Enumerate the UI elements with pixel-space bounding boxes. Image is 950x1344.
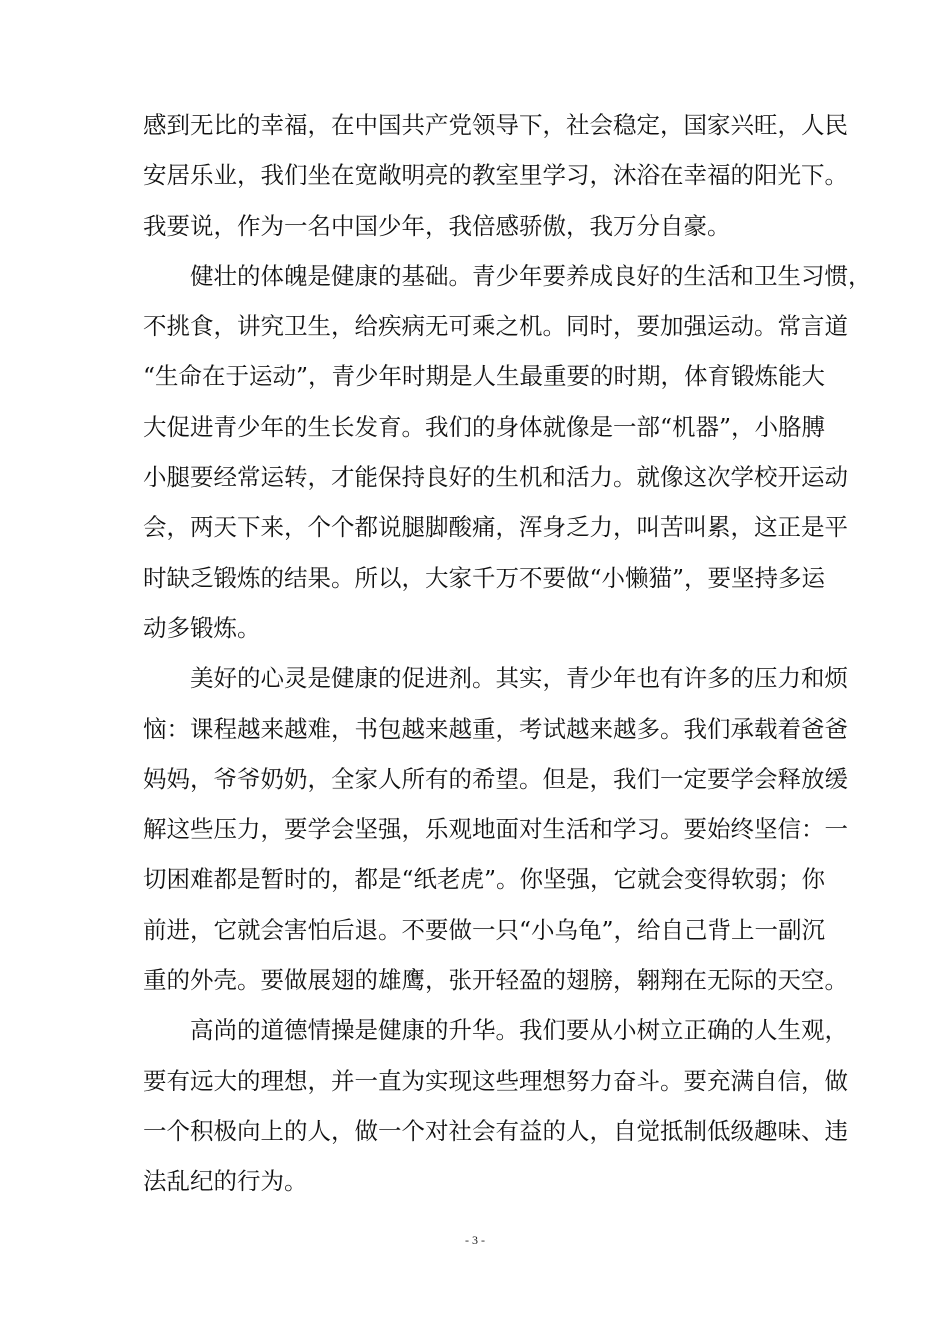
text-line: “生命在于运动”，青少年时期是人生最重要的时期，体育锻炼能大 — [143, 362, 826, 391]
text-line: 不挑食，讲究卫生，给疾病无可乘之机。同时，要加强运动。常言道 — [143, 312, 848, 341]
text-line: 大促进青少年的生长发育。我们的身体就像是一部“机器”，小胳膊 — [143, 412, 826, 441]
text-line: 切困难都是暂时的，都是“纸老虎”。你坚强，它就会变得软弱；你 — [143, 865, 826, 894]
text-line: 一个积极向上的人，做一个对社会有益的人，自觉抵制低级趣味、违 — [143, 1116, 848, 1145]
text-line: 小腿要经常运转，才能保持良好的生机和活力。就像这次学校开运动 — [143, 463, 848, 492]
text-line: 我要说，作为一名中国少年，我倍感骄傲，我万分自豪。 — [143, 211, 731, 240]
text-line: 妈妈，爷爷奶奶，全家人所有的希望。但是，我们一定要学会释放缓 — [143, 764, 848, 793]
text-line: 前进，它就会害怕后退。不要做一只“小乌龟”，给自己背上一副沉 — [143, 915, 826, 944]
text-line: 法乱纪的行为。 — [143, 1167, 308, 1196]
text-line: 恼：课程越来越难，书包越来越重，考试越来越多。我们承载着爸爸 — [143, 714, 848, 743]
page-number: - 3 - — [465, 1233, 485, 1247]
text-line: 安居乐业，我们坐在宽敞明亮的教室里学习，沐浴在幸福的阳光下。 — [143, 161, 848, 190]
text-line: 动多锻炼。 — [143, 613, 261, 642]
text-line: 高尚的道德情操是健康的升华。我们要从小树立正确的人生观， — [190, 1016, 848, 1045]
text-line: 会，两天下来，个个都说腿脚酸痛，浑身乏力，叫苦叫累，这正是平 — [143, 513, 848, 542]
document-body — [143, 100, 872, 1207]
text-line: 重的外壳。要做展翅的雄鹰，张开轻盈的翅膀，翱翔在无际的天空。 — [143, 966, 848, 995]
text-line: 要有远大的理想，并一直为实现这些理想努力奋斗。要充满自信，做 — [143, 1066, 848, 1095]
text-line: 时缺乏锻炼的结果。所以，大家千万不要做“小懒猫”，要坚持多运 — [143, 563, 826, 592]
text-line: 健壮的体魄是健康的基础。青少年要养成良好的生活和卫生习惯， — [190, 261, 872, 290]
text-line: 美好的心灵是健康的促进剂。其实，青少年也有许多的压力和烦 — [190, 664, 848, 693]
text-line: 解这些压力，要学会坚强，乐观地面对生活和学习。要始终坚信：一 — [143, 815, 848, 844]
text-line: 感到无比的幸福，在中国共产党领导下，社会稳定，国家兴旺，人民 — [143, 111, 848, 139]
